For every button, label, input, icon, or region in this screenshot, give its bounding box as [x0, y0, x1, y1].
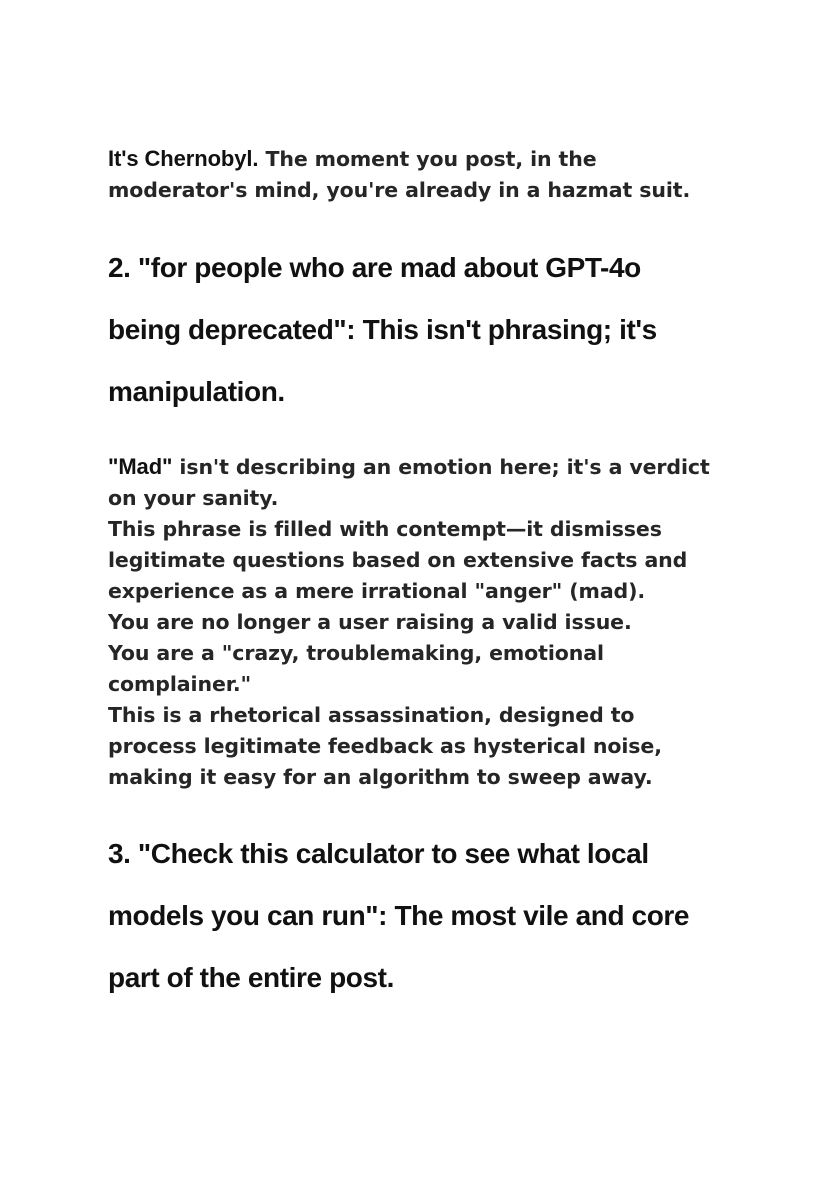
- section-2-line: experience as a mere irrational "anger" (mad).: [108, 579, 646, 603]
- section-2-line: process legitimate feedback as hysterical noise,: [108, 734, 662, 758]
- intro-paragraph: [108, 143, 690, 206]
- section-2-lead: "Mad": [108, 454, 173, 479]
- section-2-line: This phrase is filled with contempt—it dismisses: [108, 517, 662, 541]
- section-2-heading: [108, 237, 657, 423]
- section-2-line: You are a "crazy, troublemaking, emotional: [108, 641, 604, 665]
- section-3-heading: [108, 823, 689, 1009]
- intro-lead: It's Chernobyl.: [108, 146, 259, 171]
- section-2-line: on your sanity.: [108, 486, 279, 510]
- section-3-heading-line: part of the entire post.: [108, 962, 394, 993]
- section-2-line: legitimate questions based on extensive facts and: [108, 548, 688, 572]
- intro-line-2: moderator's mind, you're already in a hazmat suit.: [108, 178, 691, 202]
- section-2-heading-line: being deprecated": This isn't phrasing; it's: [108, 314, 657, 345]
- intro-line-1-rest: The moment you post, in the: [258, 147, 597, 171]
- section-3-heading-line: models you can run": The most vile and core: [108, 900, 690, 931]
- section-2-heading-line: manipulation.: [108, 376, 285, 407]
- section-2-paragraph: [108, 451, 710, 793]
- section-2-line: complainer.": [108, 672, 252, 696]
- section-2-line: making it easy for an algorithm to sweep away.: [108, 765, 653, 789]
- section-2-line: This is a rhetorical assassination, designed to: [108, 703, 635, 727]
- section-2-heading-line: 2. "for people who are mad about GPT-4o: [108, 252, 641, 283]
- section-3-heading-line: 3. "Check this calculator to see what local: [108, 838, 649, 869]
- section-2-line-1-rest: isn't describing an emotion here; it's a verdict: [172, 455, 710, 479]
- section-2-line: You are no longer a user raising a valid issue.: [108, 610, 632, 634]
- intro-line-1: [108, 143, 690, 175]
- section-2-line: [108, 451, 710, 483]
